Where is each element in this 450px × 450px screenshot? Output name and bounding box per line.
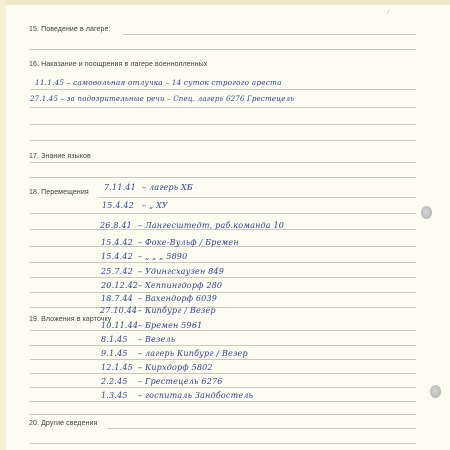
rule: [30, 345, 416, 346]
movement-date: 20.12.42: [101, 281, 139, 290]
rule: [30, 292, 416, 293]
section-19-label: 19. Вложения в карточку: [29, 316, 112, 323]
rule: [30, 277, 416, 278]
attachment-date: 1.3.45: [101, 391, 128, 400]
movement-date: 15.4.42: [101, 252, 133, 261]
rule: [30, 140, 416, 141]
section-17-label: 17. Знание языков: [29, 153, 91, 160]
rule: [30, 49, 416, 50]
rule: [30, 373, 416, 374]
attachment-place: – Грестецель 6276: [138, 377, 223, 386]
rule: [30, 330, 416, 331]
rule: [30, 107, 416, 108]
rule: [30, 414, 416, 415]
movement-date: 7.11.41: [104, 183, 136, 192]
paper-edge-left: [0, 0, 6, 450]
rule: [30, 387, 416, 388]
rule: [30, 262, 416, 263]
movement-place: – Лангесштедт, раб.команда 10: [138, 221, 285, 230]
attachment-place: – Везель: [138, 335, 176, 344]
rule: [30, 401, 416, 402]
section-15-label: 15. Поведение в лагере:: [29, 26, 111, 33]
punch-hole: [430, 385, 441, 398]
movement-place: – „ XУ: [142, 201, 168, 210]
attachment-place: – госпиталь Зандбостель: [138, 391, 254, 400]
rule: [30, 443, 416, 444]
section-16-label: 16. Наказание и поощрения в лагере военнопленных: [29, 61, 208, 68]
attachment-place: – Бремен 5961: [138, 321, 203, 330]
rule: [123, 34, 416, 35]
rule: [30, 124, 416, 125]
punishment-entry: 27.1.45 – за подозрительные речи – Спец. лагерь 6276 Грестецель: [30, 95, 295, 103]
movement-date: 27.10.44: [100, 306, 138, 315]
movement-place: – Удингсхаузен 849: [138, 267, 225, 276]
paper-edge-top: [0, 0, 450, 5]
punishment-entry: 11.1.45 – самовольная отлучка – 14 суток строгого ареста: [35, 78, 282, 87]
punch-hole: [421, 206, 432, 219]
rule: [98, 197, 416, 198]
movement-place: – Фоке-Вульф / Бремен: [138, 238, 239, 247]
movement-date: 26.8.41: [100, 221, 132, 230]
attachment-date: 12.1.45: [101, 363, 133, 372]
attachment-place: – Кирхдорф 5802: [138, 363, 213, 372]
section-18-label: 18. Перемещения: [29, 189, 89, 196]
rule: [108, 428, 416, 429]
movement-place: – лагерь XБ: [142, 183, 193, 192]
rule: [30, 162, 416, 163]
movement-date: 15.4.42: [102, 201, 134, 210]
movement-date: 18.7.44: [101, 294, 133, 303]
movement-place: – Кипбург / Везер: [138, 306, 216, 315]
rule: [30, 177, 416, 178]
section-20-label: 20. Другие сведения: [29, 420, 98, 427]
pencil-mark: ⁄: [388, 10, 390, 16]
attachment-place: – лагерь Кипбург / Везер: [138, 349, 248, 358]
attachment-date: 8.1.45: [101, 335, 128, 344]
movement-date: 25.7.42: [101, 267, 133, 276]
rule: [30, 307, 416, 308]
rule: [30, 213, 416, 214]
rule: [30, 359, 416, 360]
rule: [30, 89, 416, 90]
movement-place: – „ „ „ 5890: [138, 252, 188, 261]
movement-place: – Хеппингдорф 280: [138, 281, 223, 290]
movement-place: – Вахендорф 6039: [138, 294, 218, 303]
movement-date: 15.4.42: [101, 238, 133, 247]
attachment-date: 10.11.44: [101, 321, 139, 330]
attachment-date: 9.1.45: [101, 349, 128, 358]
attachment-date: 2.2.45: [101, 377, 128, 386]
